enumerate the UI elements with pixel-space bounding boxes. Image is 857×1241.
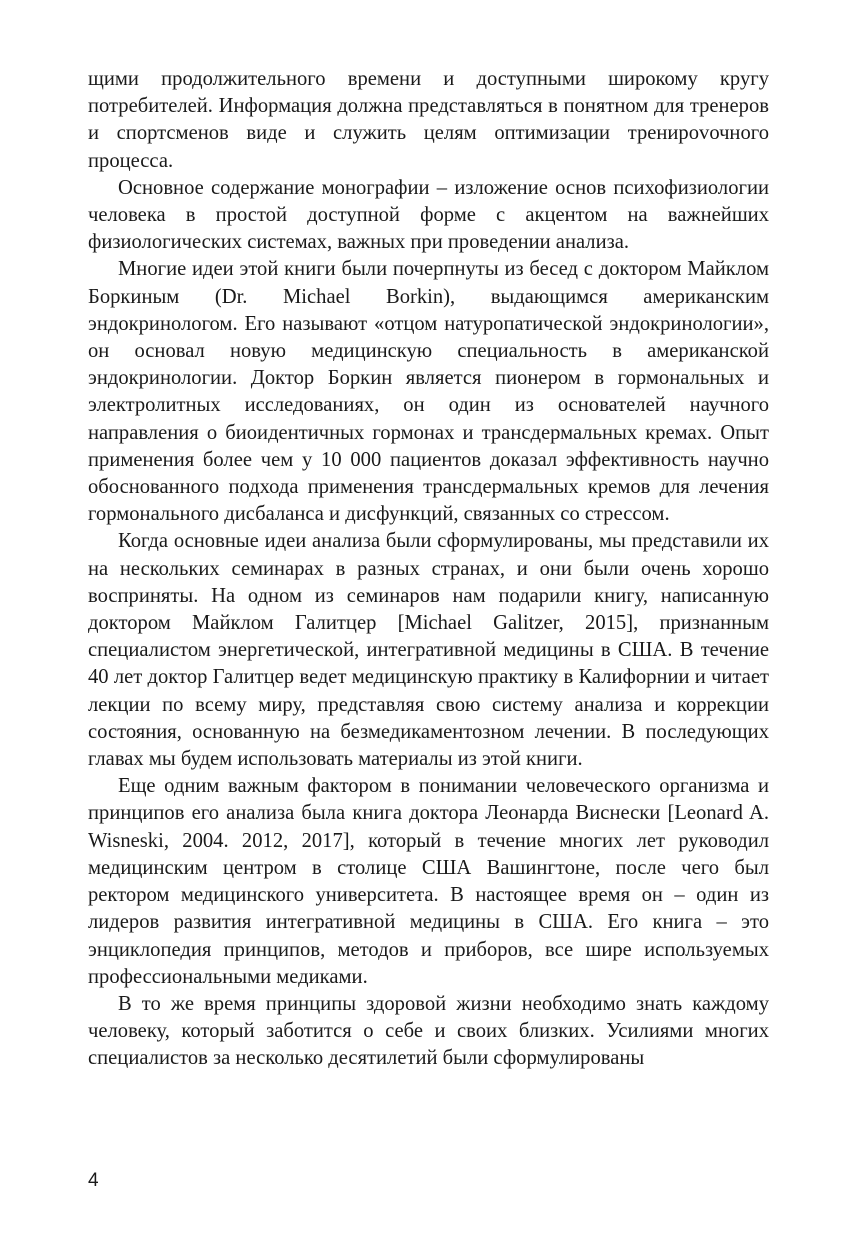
page-body — [88, 66, 769, 1073]
paragraph-4: Когда основные идеи анализа были сформулированы, мы представили их на нескольких семинарах в разных странах, и они были очень хорошо восприняты. На одном из семинаров нам подарили книгу, написанную доктором Майклом Галитцер [Michael Galitzer, 2015], признанным специалистом энергетической, интегративной медицины в США. В течение 40 лет доктор Галитцер ведет медицинскую практику в Калифорнии и читает лекции по всему миру, представляя свою систему анализа и коррекции состояния, основанную на безмедикаментозном лечении. В последующих главах мы будем использовать материалы из этой книги. — [88, 530, 769, 771]
paragraph-6: В то же время принципы здоровой жизни необходимо знать каждому человеку, который заботится о себе и своих близких. Усилиями многих специалистов за несколько десятилетий были сформулированы — [88, 992, 769, 1070]
paragraph-3: Многие идеи этой книги были почерпнуты из бесед с доктором Майклом Боркиным (Dr. Michael Borkin), выдающимся американским эндокринологом. Его называют «отцом натуропатической эндокринологии», он основал новую медицинскую специальность в американской эндокринологии. Доктор Боркин является пионером в гормональных и электролитных исследованиях, он один из основателей научного направления о биоидентичных гормонах и трансдермальных кремах. Опыт применения более чем у 10 000 пациентов доказал эффективность научно обоснованного подхода применения трансдермальных кремов для лечения гормонального дисбаланса и дисфункций, связанных со стрессом. — [88, 258, 769, 526]
paragraph-2: Основное содержание монографии – изложение основ психофизиологии человека в простой доступной форме с акцентом на важнейших физиологических системах, важных при проведении анализа. — [88, 176, 769, 254]
paragraph-1: щими продолжительного времени и доступными широкому кругу потребителей. Информация должна представляться в понятном для тренеров и спортсменов виде и служить целям оптимизации тренироvочного процесса. — [88, 68, 769, 172]
page-number: 4 — [88, 1170, 99, 1191]
paragraph-5: Еще одним важным фактором в понимании человеческого организма и принципов его анализа была книга доктора Леонарда Виснески [Leonard A. Wisneski, 2004. 2012, 2017], который в течение многих лет руководил медицинским центром в столице США Вашингтоне, после чего был ректором медицинского университета. В настоящее время он – один из лидеров развития интегративной медицины в США. Его книга – это энциклопедия принципов, методов и приборов, все шире используемых профессиональными медиками. — [88, 775, 769, 988]
